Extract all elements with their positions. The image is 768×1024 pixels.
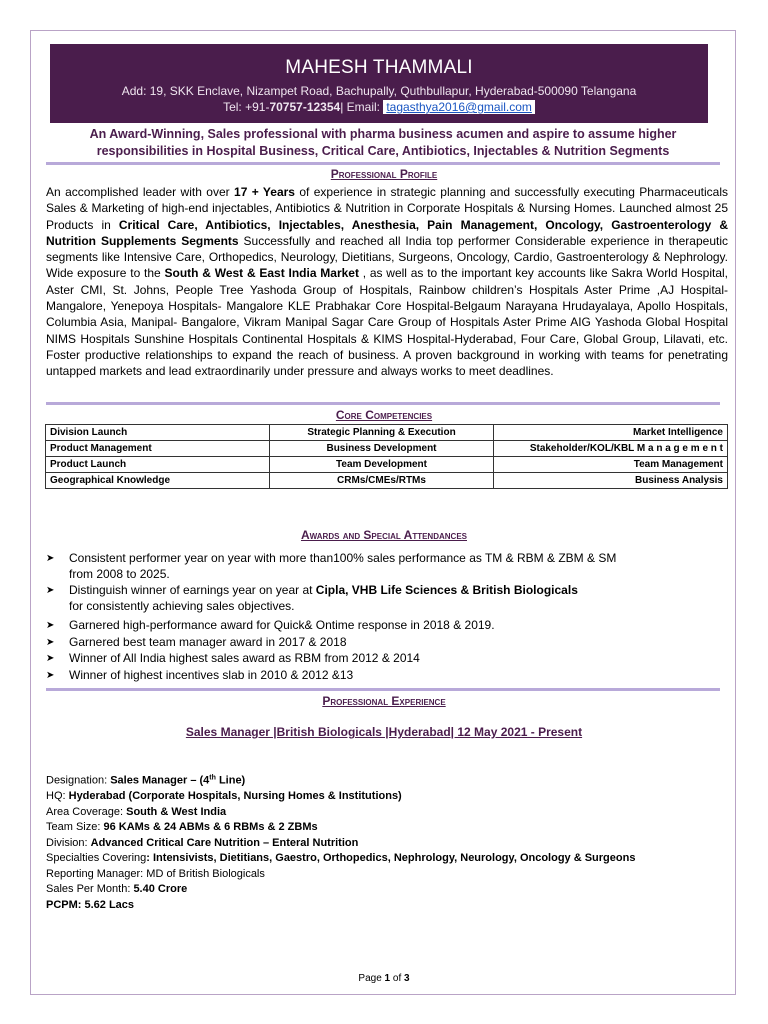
value: South & West India [126,805,227,818]
table-cell: Business Development [270,441,494,457]
value: Line) [215,774,246,787]
table-cell: Market Intelligence [494,425,728,441]
divider [46,402,720,405]
value: 96 KAMs & 24 ABMs & 6 RBMs & 2 ZBMs [103,821,318,834]
profile-text: of experience in strategic planning and successfully executing Pharmaceuticals Sales & Marketing of high-end injectables, Antibiotics & Nutrition in Corporate Hospitals & Nursing Homes. Launched almost 25 Products in [46,185,728,232]
reporting-row [46,867,726,883]
award-text: from 2008 to 2025. [69,566,170,581]
table-cell: Product Management [46,441,270,457]
profile-bold: Critical Care, Antibiotics, Injectables, Anesthesia, Pain Management, Oncology, Gastroenterology & Nutrition Supplements Segments [46,217,728,248]
label: Team Size: [46,821,104,834]
table-row [46,457,728,473]
label: HQ: [46,790,69,803]
superscript: th [209,774,216,781]
section-title-competencies: Core Competencies [335,408,433,422]
specialties-row [46,851,726,867]
page-number: 1 [384,973,391,984]
list-item [46,583,726,614]
table-cell: Business Analysis [494,473,728,489]
email-label: | Email: [340,100,384,114]
arrow-bullet-icon: ➤ [46,636,55,648]
award-text: for consistently achieving sales objectives. [69,598,295,613]
competencies-table [45,424,728,489]
label: Designation: [46,774,111,787]
profile-text: , as well as to the important key accounts like Sakra World Hospital, Aster CMI, St. Johns, People Tree Yashoda Group of Hospitals, Rainbow children’s Hospitals Aster Prime ,AJ Hospital-Mangalore, Yenepoya Hospitals- Mangalore KLE Prabhakar Core Hospital-Belgaum Narayana Hrudayalaya, Apollo Hospitals, Columbia Asia, Manipal- Bangalore, Vikram Manipal Sagar Care Group of Hospitals Aster Prime AIG Yashoda Global Hospital NIMS Hospitals Sunshine Hospitals Continental Hospitals & KIMS Hospital-Hyderabad, Four Care, Global Group, Lilavati, etc. Foster productive relationships to expand the reach of business. A proven background in working with teams for penetrating untapped markets and lead extraordinarily under pressure and always works to meet deadlines. [46,266,728,379]
label: Reporting Manager: [46,867,147,880]
profile-bold: South & West & East India Market [164,266,359,281]
team-row [46,820,726,836]
area-row [46,805,726,821]
job-details [46,770,726,913]
table-row [46,441,728,457]
award-text: Winner of highest incentives slab in 2010 & 2012 &13 [69,667,354,682]
table-row [46,473,728,489]
job-title: Sales Manager |British Biologicals |Hyderabad| 12 May 2021 - Present [185,725,583,739]
value: 5.40 Crore [133,883,188,896]
label: Specialties Covering [46,852,147,865]
value: MD of British Biologicals [146,867,265,880]
table-row [46,425,728,441]
email-link[interactable]: tagasthya2016@gmail.com [383,100,535,114]
profile-text: An accomplished leader with over [46,185,235,199]
divider [46,688,720,691]
section-title-profile: Professional Profile [330,167,438,181]
address: Add: 19, SKK Enclave, Nizampet Road, Bachupally, Quthbullapur, Hyderabad-500090 Telangana [121,84,637,98]
section-title-awards: Awards and Special Attendances [300,528,467,542]
list-item [46,635,726,651]
designation-row [46,770,726,789]
sales-row [46,882,726,898]
arrow-bullet-icon: ➤ [46,669,55,681]
arrow-bullet-icon: ➤ [46,653,55,664]
contact-line [50,100,708,114]
table-cell: CRMs/CMEs/RTMs [270,473,494,489]
awards-list [46,551,726,684]
tagline: An Award-Winning, Sales professional with pharma business acumen and aspire to assume higher responsibilities in Hospital Business, Critical Care, Antibiotics, Injectables & Nutrition Segments [89,127,677,158]
arrow-bullet-icon: ➤ [46,620,55,631]
table-cell: Product Launch [46,457,270,473]
label: Sales Per Month: [46,883,134,896]
candidate-name: MAHESH THAMMALI [285,57,473,78]
table-cell: Team Management [494,457,728,473]
tel-number: 70757-12354 [269,100,341,114]
list-item [46,618,726,634]
value: Advanced Critical Care Nutrition – Enteral Nutrition [90,836,359,849]
footer-text: of [390,973,405,984]
table-cell: Division Launch [46,425,270,441]
value: Hyderabad (Corporate Hospitals, Nursing Homes & Institutions) [68,790,402,803]
value: : Intensivists, Dietitians, Gaestro, Orthopedics, Nephrology, Neurology, Oncology & Surgeons [146,852,636,865]
award-text: Distinguish winner of earnings year on year at [69,583,316,597]
label: Division: [46,836,91,849]
hq-row [46,789,726,805]
award-text: Winner of All India highest sales award as RBM from 2012 & 2014 [69,651,420,665]
resume-header [50,44,708,123]
footer-text: Page [358,973,385,984]
label: Area Coverage: [46,805,127,818]
value: Sales Manager – (4 [110,774,210,787]
list-item [46,668,726,684]
profile-bold: 17 + Years [234,185,295,199]
arrow-bullet-icon: ➤ [46,553,55,564]
page-total: 3 [404,973,410,984]
award-bold: Cipla, VHB Life Sciences & British Biologicals [315,583,578,597]
award-text: Consistent performer year on year with more than100% sales performance as TM & RBM & ZBM & SM [69,551,617,565]
list-item [46,651,726,667]
table-cell: Strategic Planning & Execution [270,425,494,441]
profile-paragraph [46,184,728,380]
table-cell: Geographical Knowledge [46,473,270,489]
tel-label: Tel: +91- [223,100,270,114]
table-cell: Stakeholder/KOL/KBL M a n a g e m e n t [494,441,728,457]
arrow-bullet-icon: ➤ [46,585,55,596]
table-cell: Team Development [270,457,494,473]
page-footer [0,973,768,984]
division-row [46,836,726,852]
award-text: Garnered best team manager award in 2017 & 2018 [69,634,347,649]
list-item [46,551,726,582]
section-title-experience: Professional Experience [322,694,446,708]
pcpm-row [46,898,726,914]
value: PCPM: 5.62 Lacs [46,898,135,911]
award-text: Garnered high-performance award for Quick& Ontime response in 2018 & 2019. [69,618,495,632]
divider [46,162,720,165]
profile-text: Successfully and reached all India top performer Considerable experience in therapeutic segments like Intensive Care, Orthopedics, Neurology, Dietitians, Surgeons, Oncology, Cardio, Gastroenterology & Nephrology. Wide exposure to the [46,233,728,281]
